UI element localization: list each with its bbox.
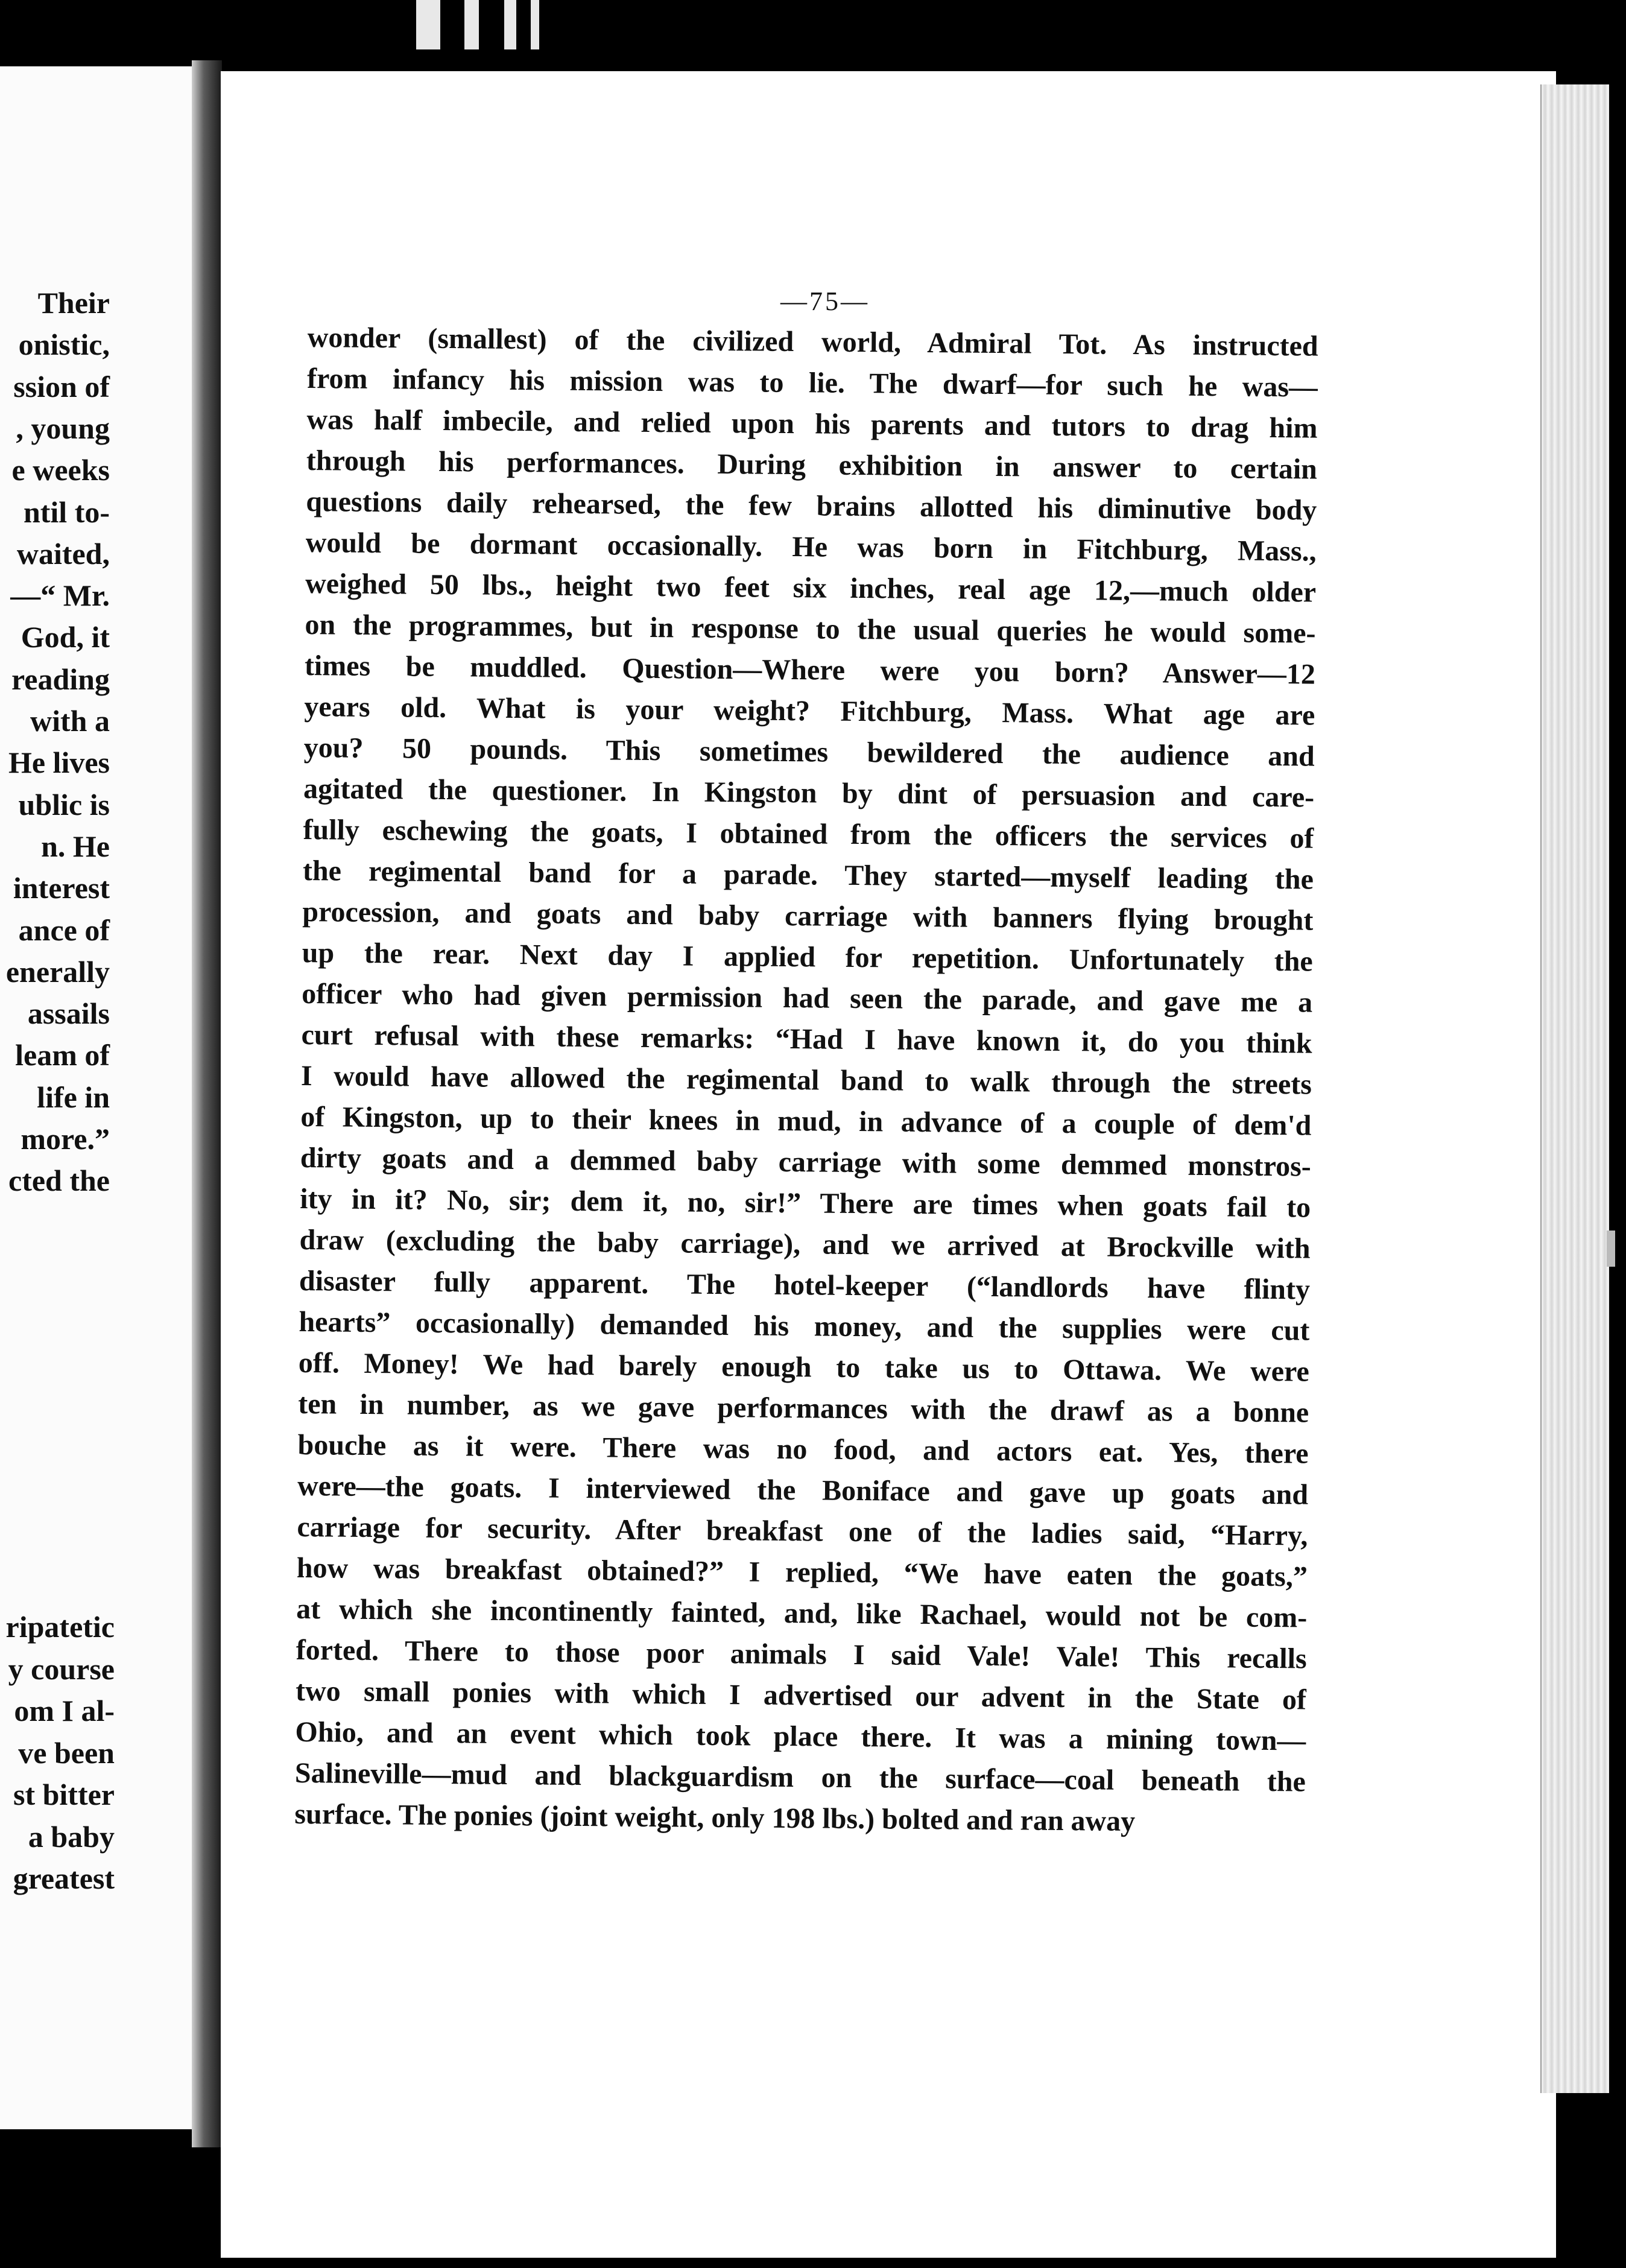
- facing-page-text-fragment: God, it: [21, 620, 110, 654]
- facing-page-text-fragment: ssion of: [13, 369, 110, 404]
- facing-page-text-fragment: ve been: [18, 1735, 115, 1770]
- text-line: were—the goats. I interviewed the Boniface and gave up goats and: [297, 1469, 1309, 1511]
- facing-page-text-fragment: leam of: [15, 1038, 110, 1072]
- facing-page-text-fragment: ublic is: [18, 787, 110, 822]
- text-line: agitated the questioner. In Kingston by dint of persuasion and care-: [303, 772, 1315, 814]
- text-line: procession, and goats and baby carriage with banners flying brought: [302, 895, 1314, 937]
- page-number: —75—: [780, 287, 870, 316]
- facing-page-text-fragment: enerally: [5, 954, 110, 989]
- text-line: two small ponies with which I advertised our advent in the State of: [295, 1674, 1307, 1716]
- text-line: Ohio, and an event which took place there. It was a mining town—: [295, 1715, 1306, 1757]
- facing-page-text-fragment: onistic,: [18, 328, 110, 362]
- text-line: years old. What is your weight? Fitchburg, Mass. What age are: [304, 690, 1315, 732]
- text-line: Salineville—mud and blackguardism on the surface—coal beneath the: [294, 1756, 1306, 1798]
- text-line: of Kingston, up to their knees in mud, in advance of a couple of dem'd: [300, 1100, 1312, 1142]
- facing-page-text-fragment: ripatetic: [5, 1610, 115, 1644]
- text-line: questions daily rehearsed, the few brains allotted his diminutive body: [306, 485, 1317, 527]
- facing-page-text-fragment: ntil to-: [23, 495, 110, 529]
- page-edges: [1540, 84, 1609, 2093]
- text-line: wonder (smallest) of the civilized world, Admiral Tot. As instructed: [307, 321, 1318, 363]
- facing-page-text-fragment: , young: [16, 411, 110, 445]
- book-gutter: [192, 60, 222, 2147]
- facing-page-text-fragment: ance of: [18, 913, 110, 947]
- facing-page-text-fragment: waited,: [16, 536, 110, 571]
- text-line: disaster fully apparent. The hotel-keeper (“landlords have flinty: [299, 1264, 1311, 1306]
- text-line: you? 50 pounds. This sometimes bewildered the audience and: [303, 731, 1315, 773]
- text-line: ity in it? No, sir; dem it, no, sir!” There are times when goats fail to: [300, 1182, 1311, 1224]
- facing-page-text-fragment: life in: [37, 1080, 110, 1114]
- facing-page-text-fragment: y course: [8, 1652, 115, 1686]
- text-line: forted. There to those poor animals I said Vale! Vale! This recalls: [296, 1633, 1307, 1675]
- facing-page-text-fragment: —“ Mr.: [10, 578, 110, 613]
- text-line: would be dormant occasionally. He was born in Fitchburg, Mass.,: [305, 526, 1317, 568]
- margin-mark: [1607, 1231, 1615, 1267]
- text-line: dirty goats and a demmed baby carriage with some demmed monstros-: [300, 1141, 1312, 1183]
- facing-page-text-fragment: assails: [27, 996, 110, 1031]
- facing-page-text-fragment: a baby: [28, 1819, 115, 1854]
- facing-page-text-fragment: interest: [13, 871, 110, 905]
- text-line: off. Money! We had barely enough to take us to Ottawa. We were: [298, 1346, 1310, 1388]
- scanner-clip: [416, 0, 440, 49]
- page-body-text: [294, 317, 1318, 1844]
- text-line: curt refusal with these remarks: “Had I have known it, do you think: [301, 1018, 1312, 1060]
- text-line: surface. The ponies (joint weight, only 198 lbs.) bolted and ran away: [294, 1798, 1136, 1838]
- text-line: carriage for security. After breakfast one of the ladies said, “Harry,: [297, 1510, 1308, 1552]
- text-line: hearts” occasionally) demanded his money, and the supplies were cut: [299, 1305, 1310, 1347]
- facing-page-text-fragment: e weeks: [11, 453, 110, 487]
- text-line: at which she incontinently fainted, and, like Rachael, would not be com-: [296, 1592, 1308, 1634]
- text-line: ten in number, as we gave performances with the drawf as a bonne: [298, 1387, 1309, 1429]
- facing-page-text-fragment: with a: [30, 704, 110, 738]
- text-line: weighed 50 lbs., height two feet six inches, real age 12,—much older: [305, 567, 1317, 609]
- facing-page-text-fragment: om I al-: [14, 1694, 115, 1728]
- text-line: through his performances. During exhibition in answer to certain: [306, 444, 1318, 486]
- text-line: fully eschewing the goats, I obtained from the officers the services of: [303, 813, 1314, 855]
- facing-page-text-fragment: more.”: [21, 1122, 110, 1156]
- facing-page-text-fragment: greatest: [13, 1861, 115, 1895]
- facing-page-text-fragment: st bitter: [13, 1778, 115, 1811]
- facing-page-text-fragment: n. He: [41, 829, 110, 863]
- text-line: officer who had given permission had seen the parade, and gave me a: [301, 977, 1313, 1019]
- text-line: how was breakfast obtained?” I replied, “We have eaten the goats,”: [296, 1551, 1308, 1593]
- text-line: from infancy his mission was to lie. The dwarf—for such he was—: [306, 362, 1318, 404]
- facing-page-left: [0, 66, 192, 2129]
- scanner-clip: [464, 0, 479, 49]
- facing-page-text-fragment: Their: [37, 286, 110, 320]
- text-line: on the programmes, but in response to the usual queries he would some-: [305, 608, 1316, 650]
- scanner-clip: [531, 0, 539, 49]
- text-line: times be muddled. Question—Where were you born? Answer—12: [304, 649, 1316, 691]
- facing-page-text-fragment: reading: [11, 662, 110, 696]
- text-line: draw (excluding the baby carriage), and we arrived at Brockville with: [299, 1223, 1311, 1265]
- facing-page-text-fragment: He lives: [8, 746, 110, 780]
- scanner-clip: [504, 0, 516, 49]
- text-line: I would have allowed the regimental band to walk through the streets: [300, 1059, 1312, 1101]
- facing-page-text-fragment: cted the: [8, 1164, 110, 1198]
- text-line: bouche as it were. There was no food, and actors eat. Yes, there: [297, 1428, 1309, 1470]
- text-line: up the rear. Next day I applied for repetition. Unfortunately the: [302, 936, 1313, 978]
- text-line: the regimental band for a parade. They started—myself leading the: [302, 854, 1314, 896]
- text-line: was half imbecile, and relied upon his parents and tutors to drag him: [306, 403, 1318, 445]
